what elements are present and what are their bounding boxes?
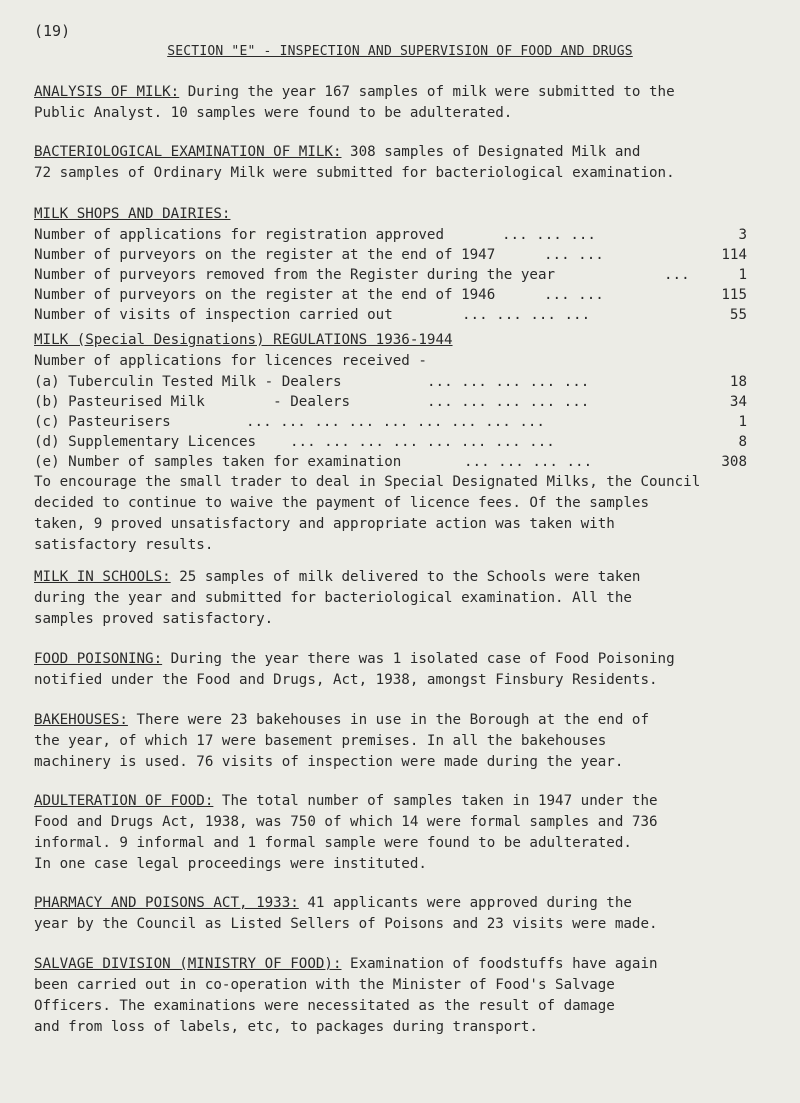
bacteriological-heading: BACTERIOLOGICAL EXAMINATION OF MILK: <box>34 144 342 160</box>
salvage-section: SALVAGE DIVISION (MINISTRY OF FOOD): Examination of foodstuffs have again been carried out in co-operation with the Minister of Food's Salvage Officers. The examinations were necessitated as the result of damage and from loss of labels, etc, to packages during transport. <box>34 956 658 1035</box>
salvage-heading: SALVAGE DIVISION (MINISTRY OF FOOD): <box>34 956 342 972</box>
table-row: (c) Pasteurisers ... ... ... ... ... ... ... ... ... 1 <box>34 414 747 430</box>
schools-heading: MILK IN SCHOOLS: <box>34 569 171 585</box>
section-title: SECTION "E" - INSPECTION AND SUPERVISION OF FOOD AND DRUGS <box>167 44 633 59</box>
table-row: Number of purveyors on the register at the end of 1947 ... ... 114 <box>34 247 747 263</box>
table-row: (a) Tuberculin Tested Milk - Dealers ... ... ... ... ... 18 <box>34 374 747 390</box>
table-row: Number of applications for registration approved ... ... ... 3 <box>34 227 747 243</box>
table-row: (e) Number of samples taken for examination ... ... ... ... 308 <box>34 454 747 470</box>
analysis-section <box>34 82 774 124</box>
table-row: (d) Supplementary Licences ... ... ... ... ... ... ... ... 8 <box>34 434 747 450</box>
milk-shops-heading: MILK SHOPS AND DAIRIES: <box>34 206 231 222</box>
page-number: (19) <box>34 22 71 40</box>
schools-section: MILK IN SCHOOLS: 25 samples of milk delivered to the Schools were taken during the year and submitted for bacteriological examination. All the samples proved satisfactory. <box>34 569 641 627</box>
analysis-text: During the year 167 samples of milk were submitted to the <box>187 84 675 100</box>
bacteriological-text: 308 samples of Designated Milk and <box>350 144 641 160</box>
milk-shops-table <box>34 225 774 325</box>
pharmacy-section: PHARMACY AND POISONS ACT, 1933: 41 applicants were approved during the year by the Council as Listed Sellers of Poisons and 23 visits were made. <box>34 895 658 932</box>
food-poisoning-section: FOOD POISONING: During the year there was 1 isolated case of Food Poisoning notified under the Food and Drugs, Act, 1938, amongst Finsbury Residents. <box>34 651 675 688</box>
table-row: (b) Pasteurised Milk - Dealers ... ... ... ... ... 34 <box>34 394 747 410</box>
regulations-paragraph: To encourage the small trader to deal in Special Designated Milks, the Council decided to continue to waive the payment of licence fees. Of the samples taken, 9 proved unsatisfactory and appropriate action was taken with satisfactory results. <box>34 474 701 553</box>
table-row: Number of purveyors removed from the Register during the year ... 1 <box>34 267 747 283</box>
bacteriological-section <box>34 142 774 184</box>
milk-shops-section <box>34 204 774 325</box>
bakehouses-heading: BAKEHOUSES: <box>34 712 128 728</box>
regulations-intro: Number of applications for licences received - <box>34 353 427 369</box>
analysis-text: Public Analyst. 10 samples were found to be adulterated. <box>34 105 513 121</box>
table-row: Number of visits of inspection carried out ... ... ... ... 55 <box>34 307 747 323</box>
food-poisoning-heading: FOOD POISONING: <box>34 651 163 667</box>
regulations-heading: MILK (Special Designations) REGULATIONS 1936-1944 <box>34 332 453 348</box>
regulations-section <box>34 330 774 556</box>
pharmacy-heading: PHARMACY AND POISONS ACT, 1933: <box>34 895 299 911</box>
adulteration-heading: ADULTERATION OF FOOD: <box>34 793 214 809</box>
table-row: Number of purveyors on the register at the end of 1946 ... ... 115 <box>34 287 747 303</box>
regulations-table <box>34 372 774 472</box>
bacteriological-text: 72 samples of Ordinary Milk were submitted for bacteriological examination. <box>34 165 675 181</box>
bakehouses-section: BAKEHOUSES: There were 23 bakehouses in use in the Borough at the end of the year, of which 17 were basement premises. In all the bakehouses machinery is used. 76 visits of inspection were made during the year. <box>34 712 650 770</box>
analysis-heading: ANALYSIS OF MILK: <box>34 84 180 100</box>
adulteration-section: ADULTERATION OF FOOD: The total number of samples taken in 1947 under the Food and Drugs Act, 1938, was 750 of which 14 were formal samples and 736 informal. 9 informal and 1 formal sample were found to be adulterated. In one case legal proceedings were instituted. <box>34 793 658 872</box>
